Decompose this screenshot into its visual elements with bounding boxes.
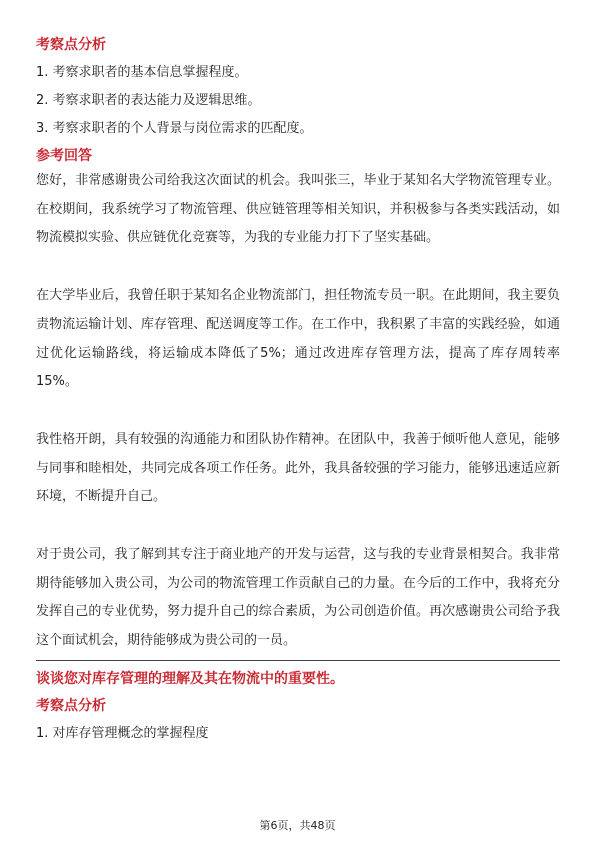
next-question-title: 谈谈您对库存管理的理解及其在物流中的重要性。 (36, 670, 344, 687)
analysis-item: 2. 考察求职者的表达能力及逻辑思维。 (36, 93, 261, 108)
answer-paragraph: 对于贵公司，我了解到其专注于商业地产的开发与运营，这与我的专业背景相契合。我非常期待能够加入贵公司，为公司的物流管理工作贡献自己的力量。在今后的工作中，我将充分发挥自己的专业优势，努力提升自己的综合素质，为公司创造价值。再次感谢贵公司给予我这个面试机会，期待能够成为贵公司的一员。 (36, 547, 560, 649)
answer-paragraph: 您好，非常感谢贵公司给我这次面试的机会。我叫张三，毕业于某知名大学物流管理专业。在校期间，我系统学习了物流管理、供应链管理等相关知识，并积极参与各类实践活动，如物流模拟实验、供应链优化竞赛等，为我的专业能力打下了坚实基础。 (36, 173, 560, 246)
paragraph-spacer (36, 512, 560, 541)
analysis-item: 3. 考察求职者的个人背景与岗位需求的匹配度。 (36, 121, 313, 136)
next-analysis-heading: 考察点分析 (36, 697, 106, 714)
answer-paragraph: 我性格开朗，具有较强的沟通能力和团队协作精神。在团队中，我善于倾听他人意见，能够与同事和睦相处，共同完成各项工作任务。此外，我具备较强的学习能力，能够迅速适应新环境，不断提升自己。 (36, 431, 560, 505)
paragraph-spacer (36, 253, 560, 282)
reference-heading: 参考回答 (36, 148, 92, 164)
page-number: 第6页，共48页 (259, 819, 336, 832)
next-analysis-item: 1. 对库存管理概念的掌握程度 (36, 725, 209, 741)
document-page (36, 34, 560, 752)
answer-paragraph: 在大学毕业后，我曾任职于某知名企业物流部门，担任物流专员一职。在此期间，我主要负责物流运输计划、库存管理、配送调度等工作。在工作中，我积累了丰富的实践经验，如通过优化运输路线，将运输成本降低了5%；通过改进库存管理方法，提高了库存周转率15%。 (36, 288, 560, 390)
analysis-item: 1. 考察求职者的基本信息掌握程度。 (36, 65, 248, 80)
analysis-heading: 考察点分析 (36, 37, 106, 53)
paragraph-spacer (36, 397, 560, 426)
